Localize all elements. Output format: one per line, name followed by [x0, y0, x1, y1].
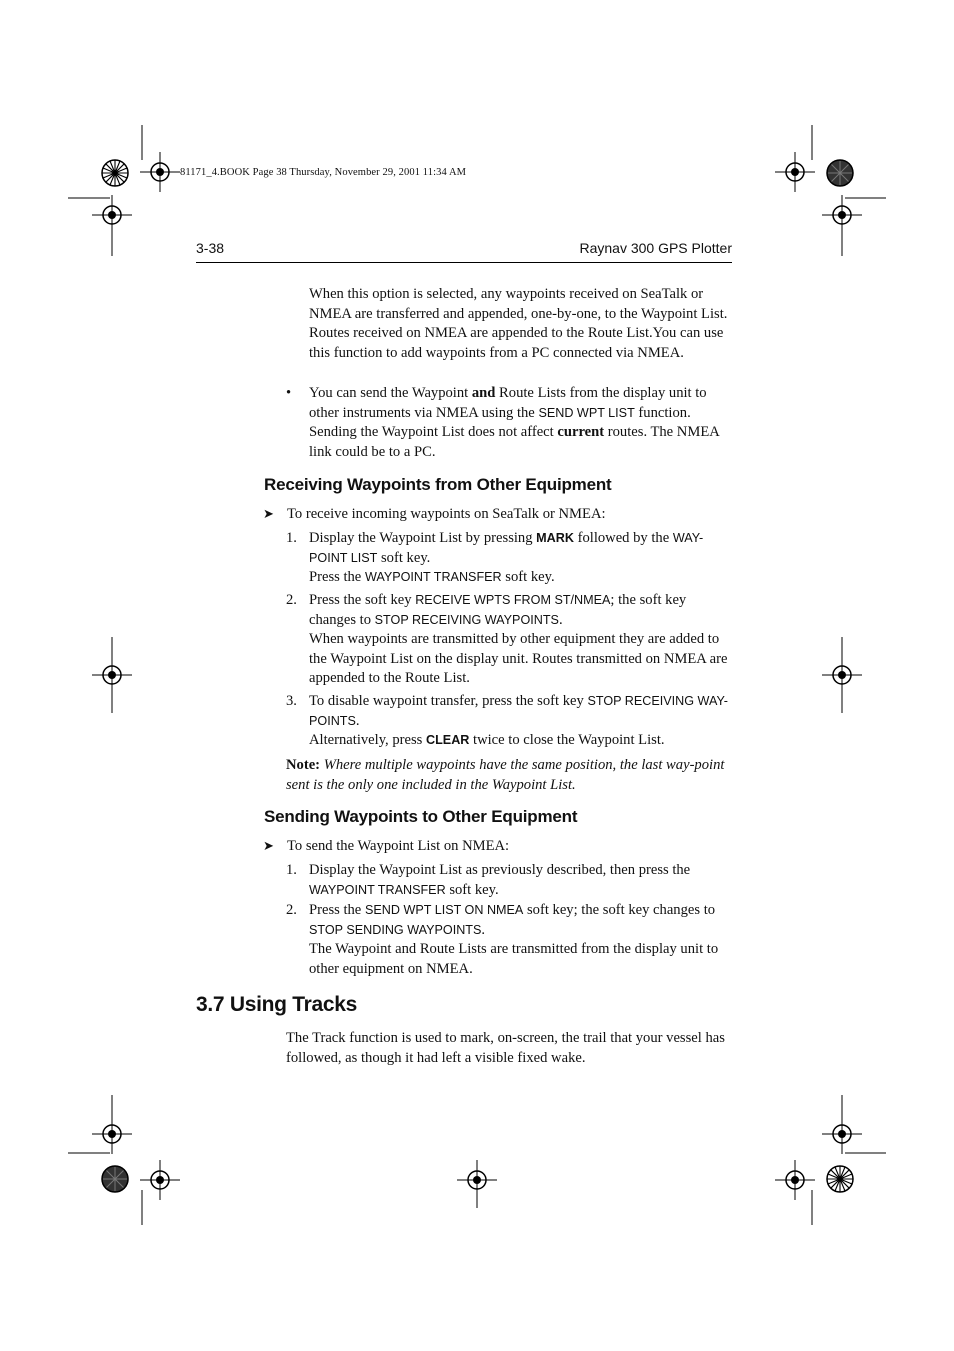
receiving-heading: Receiving Waypoints from Other Equipment [264, 475, 612, 494]
print-stamp: 81171_4.BOOK Page 38 Thursday, November 29, 2001 11:34 AM [180, 167, 467, 178]
arrow-bullet-icon: ➤ [263, 506, 274, 521]
receiving-step1-number: 1. [286, 530, 297, 546]
receiving-step2-number: 2. [286, 592, 297, 608]
receiving-step3: To disable waypoint transfer, press the soft key STOP RECEIVING WAY-POINTS. Alternatively, press CLEAR twice to close the Waypoint List. [309, 693, 728, 748]
registration-target-icon [140, 1160, 180, 1200]
starburst-mark-icon [100, 158, 130, 188]
receiving-step1: Display the Waypoint List by pressing MARK followed by the WAY-POINT LIST soft key. Press the WAYPOINT TRANSFER soft key. [309, 530, 704, 585]
sending-step1-number: 1. [286, 862, 297, 878]
registration-target-icon [92, 655, 132, 695]
starburst-mark-icon [100, 1164, 130, 1194]
intro-paragraph: When this option is selected, any waypoints received on SeaTalk or NMEA are transferred and appended, one-by-one, to the Waypoint List. Routes received on NMEA are appended to the Route List.You can use this function to add waypoints from a PC connected via NMEA. [309, 286, 728, 361]
sending-heading: Sending Waypoints to Other Equipment [264, 807, 578, 826]
sending-step1: Display the Waypoint List as previously described, then press the WAYPOINT TRANSFER soft key. [309, 862, 691, 898]
header-rule [196, 262, 732, 263]
sending-lead: To send the Waypoint List on NMEA: [287, 838, 510, 854]
section-heading: 3.7 Using Tracks [196, 993, 357, 1016]
running-title: Raynav 300 GPS Plotter [579, 240, 732, 256]
registration-target-icon [822, 1114, 862, 1154]
receiving-step3-number: 3. [286, 693, 297, 709]
bullet-mark: • [286, 385, 292, 401]
registration-target-icon [457, 1160, 497, 1200]
arrow-bullet-icon: ➤ [263, 838, 274, 853]
sending-step2: Press the SEND WPT LIST ON NMEA soft key; the soft key changes to STOP SENDING WAYPOINTS. The Waypoint and Route Lists are transmitted from the display unit to other equipment on NMEA. [309, 902, 719, 977]
receiving-step2: Press the soft key RECEIVE WPTS FROM ST/NMEA; the soft key changes to STOP RECEIVING WAYPOINTS. When waypoints are transmitted by other equipment they are added to the Waypoint List on the display unit. Routes transmitted on NMEA are appended to the Route List. [309, 592, 728, 686]
page-number: 3-38 [196, 240, 225, 256]
starburst-mark-icon [825, 1164, 855, 1194]
registration-target-icon [822, 655, 862, 695]
receiving-lead: To receive incoming waypoints on SeaTalk or NMEA: [287, 506, 606, 522]
registration-target-icon [822, 195, 862, 235]
bullet-paragraph: You can send the Waypoint and Route Lists from the display unit to other instruments via NMEA using the SEND WPT LIST function. Sending the Waypoint List does not affect current routes. The NMEA link could be to a PC. [309, 385, 719, 460]
registration-target-icon [775, 1160, 815, 1200]
sending-step2-number: 2. [286, 902, 297, 918]
registration-target-icon [92, 1114, 132, 1154]
starburst-mark-icon [825, 158, 855, 188]
receiving-note: Note: Where multiple waypoints have the same position, the last way-point sent is the only one included in the Waypoint List. [286, 757, 725, 793]
registration-target-icon [140, 152, 180, 192]
registration-target-icon [92, 195, 132, 235]
registration-target-icon [775, 152, 815, 192]
tracks-paragraph: The Track function is used to mark, on-screen, the trail that your vessel has followed, as though it had left a visible fixed wake. [286, 1030, 725, 1066]
